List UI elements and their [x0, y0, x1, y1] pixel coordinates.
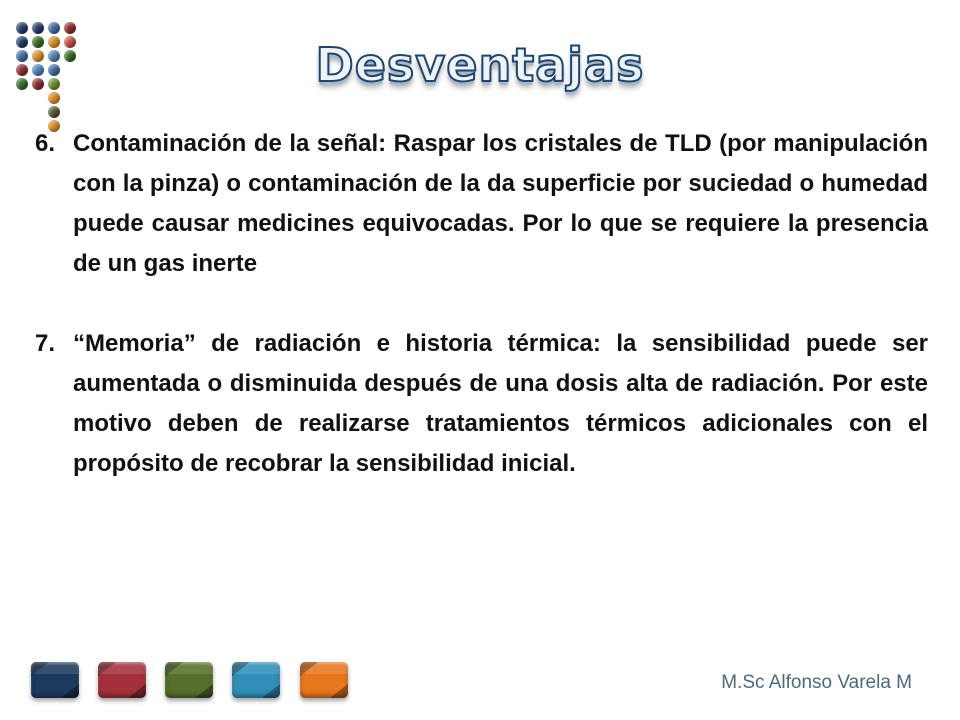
decorative-dot: [48, 106, 60, 118]
decorative-dot: [16, 22, 28, 34]
nav-button-light-blue[interactable]: [232, 662, 280, 698]
decorative-dot: [48, 92, 60, 104]
nav-button-red[interactable]: [98, 662, 146, 698]
nav-button-bevel-icon: [98, 662, 146, 698]
slide-title: Desventajas: [315, 38, 645, 92]
list-item-number: 7.: [35, 330, 56, 357]
nav-button-orange[interactable]: [300, 662, 348, 698]
nav-button-dark-blue[interactable]: [31, 662, 79, 698]
list-item-text: “Memoria” de radiación e historia térmica: la sensibilidad puede ser aumentada o disminuida después de una dosis alta de radiación. Por este motivo deben de realizarse tratamientos térmicos adicionales con el propósito de recobrar la sensibilidad inicial.: [73, 330, 928, 477]
nav-button-bevel-icon: [165, 662, 213, 698]
nav-button-bevel-icon: [31, 662, 79, 698]
decorative-dot: [48, 22, 60, 34]
nav-button-green[interactable]: [165, 662, 213, 698]
list-item-text: Contaminación de la señal: Raspar los cristales de TLD (por manipulación con la pinza) o contaminación de la da superficie por suciedad o humedad puede causar medicines equivocadas. Por lo que se requiere la presencia de un gas inerte: [73, 130, 928, 277]
nav-button-bevel-icon: [300, 662, 348, 698]
nav-button-bevel-icon: [232, 662, 280, 698]
list-item: [35, 324, 928, 484]
list-item-number: 6.: [35, 130, 56, 157]
decorative-dot: [32, 22, 44, 34]
author-credit: M.Sc Alfonso Varela M: [721, 672, 912, 693]
list-item: [35, 124, 928, 284]
decorative-dot: [64, 22, 76, 34]
content-list: [35, 124, 928, 484]
